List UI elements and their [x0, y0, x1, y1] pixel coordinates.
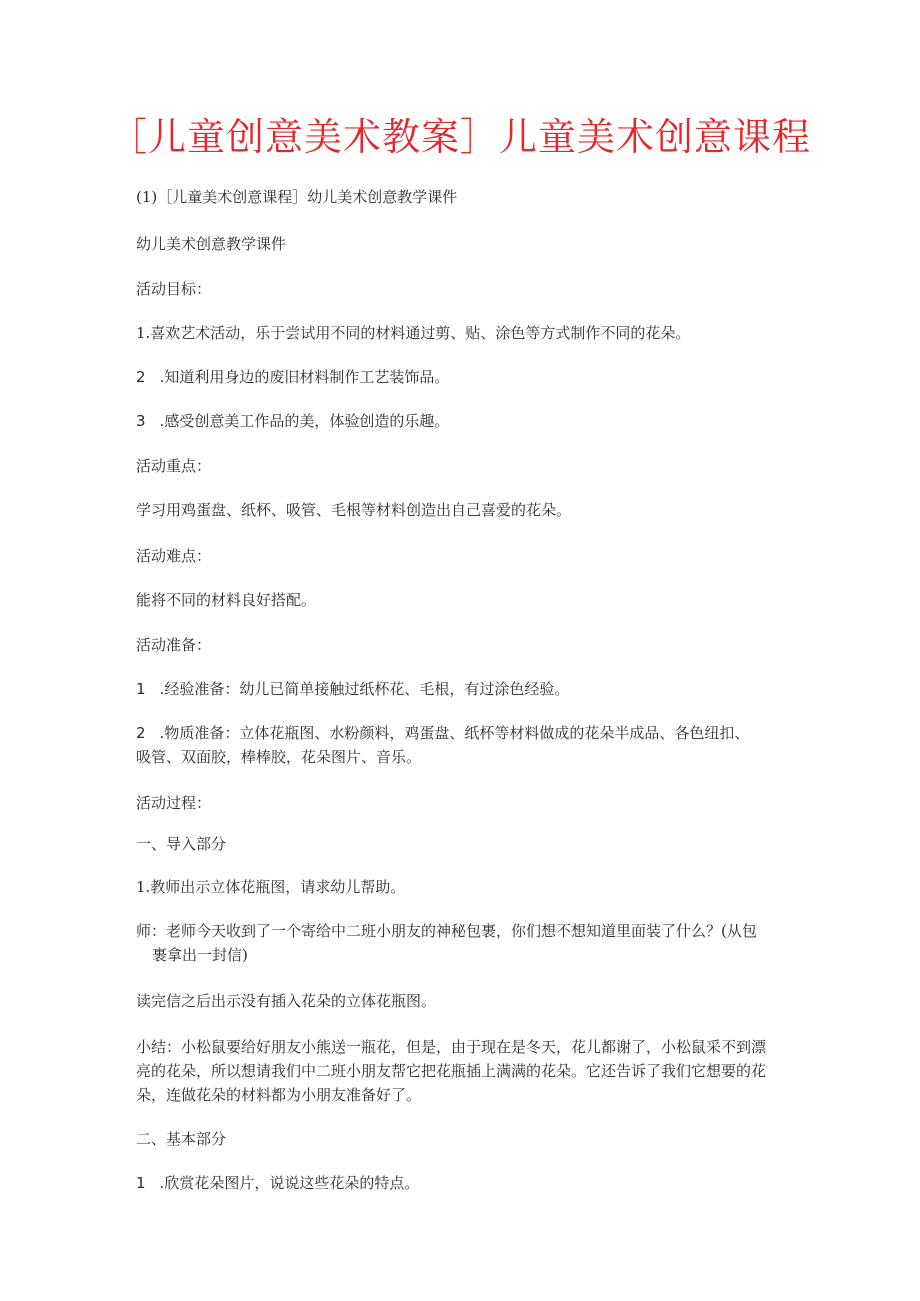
goal-item-2-text: .知道利用身边的废旧材料制作工艺装饰品。: [159, 368, 450, 386]
section-heading-difficulty: 活动难点：: [136, 547, 212, 565]
goal-item-1: 1.喜欢艺术活动，乐于尝试用不同的材料通过剪、贴、涂色等方式制作不同的花朵。: [136, 324, 691, 342]
subsection-heading-intro: 一、导入部分: [136, 835, 227, 853]
section-heading-preparation: 活动准备：: [136, 636, 212, 654]
paragraph: 学习用鸡蛋盘、纸杯、吸管、毛根等材料创造出自己喜爱的花朵。: [136, 501, 572, 519]
main-step-1-text: .欣赏花朵图片，说说这些花朵的特点。: [159, 1174, 420, 1192]
main-step-1: [136, 1172, 786, 1195]
prep-item-2: [136, 722, 786, 745]
goal-item-3-text: .感受创意美工作品的美，体验创造的乐趣。: [159, 412, 450, 430]
prep-item-1: [136, 678, 786, 701]
goal-item-3: [136, 410, 786, 433]
main-step-1-number: 1: [136, 1174, 146, 1192]
summary-line-3: 朵，连做花朵的材料都为小朋友准备好了。: [136, 1086, 422, 1104]
prep-item-1-text: .经验准备：幼儿已简单接触过纸杯花、毛根，有过涂色经验。: [159, 680, 570, 698]
summary-line-2: 亮的花朵，所以想请我们中二班小朋友帮它把花瓶插上满满的花朵。它还告诉了我们它想要的花: [136, 1062, 767, 1080]
goal-item-2: [136, 366, 786, 389]
document-title: ［儿童创意美术教案］儿童美术创意课程: [108, 115, 811, 159]
prep-item-1-number: 1: [136, 680, 146, 698]
teacher-dialogue-continued: 裹拿出一封信): [152, 946, 248, 964]
paragraph: 幼儿美术创意教学课件: [136, 235, 287, 253]
prep-item-2-continued: 吸管、双面胶，棒棒胶，花朵图片、音乐。: [136, 748, 422, 766]
subsection-heading-main: 二、基本部分: [136, 1130, 227, 1148]
goal-item-3-number: 3: [136, 412, 146, 430]
goal-item-2-number: 2: [136, 368, 146, 386]
summary-line-1: 小结：小松鼠要给好朋友小熊送一瓶花，但是，由于现在是冬天，花儿都谢了，小松鼠采不到漂: [136, 1038, 767, 1056]
paragraph: 读完信之后出示没有插入花朵的立体花瓶图。: [136, 992, 437, 1010]
subtitle-line: (1)［儿童美术创意课程］幼儿美术创意教学课件: [136, 188, 458, 206]
section-heading-process: 活动过程：: [136, 794, 212, 812]
prep-item-2-text: .物质准备：立体花瓶图、水粉颜料，鸡蛋盘、纸杯等材料做成的花朵半成品、各色纽扣、: [159, 724, 750, 742]
section-heading-goals: 活动目标：: [136, 280, 212, 298]
prep-item-2-number: 2: [136, 724, 146, 742]
teacher-dialogue: 师：老师今天收到了一个寄给中二班小朋友的神秘包裹，你们想不想知道里面装了什么？(从包: [136, 922, 757, 940]
process-step-1: 1.教师出示立体花瓶图，请求幼儿帮助。: [136, 878, 406, 896]
section-heading-focus: 活动重点：: [136, 457, 212, 475]
paragraph: 能将不同的材料良好搭配。: [136, 591, 317, 609]
